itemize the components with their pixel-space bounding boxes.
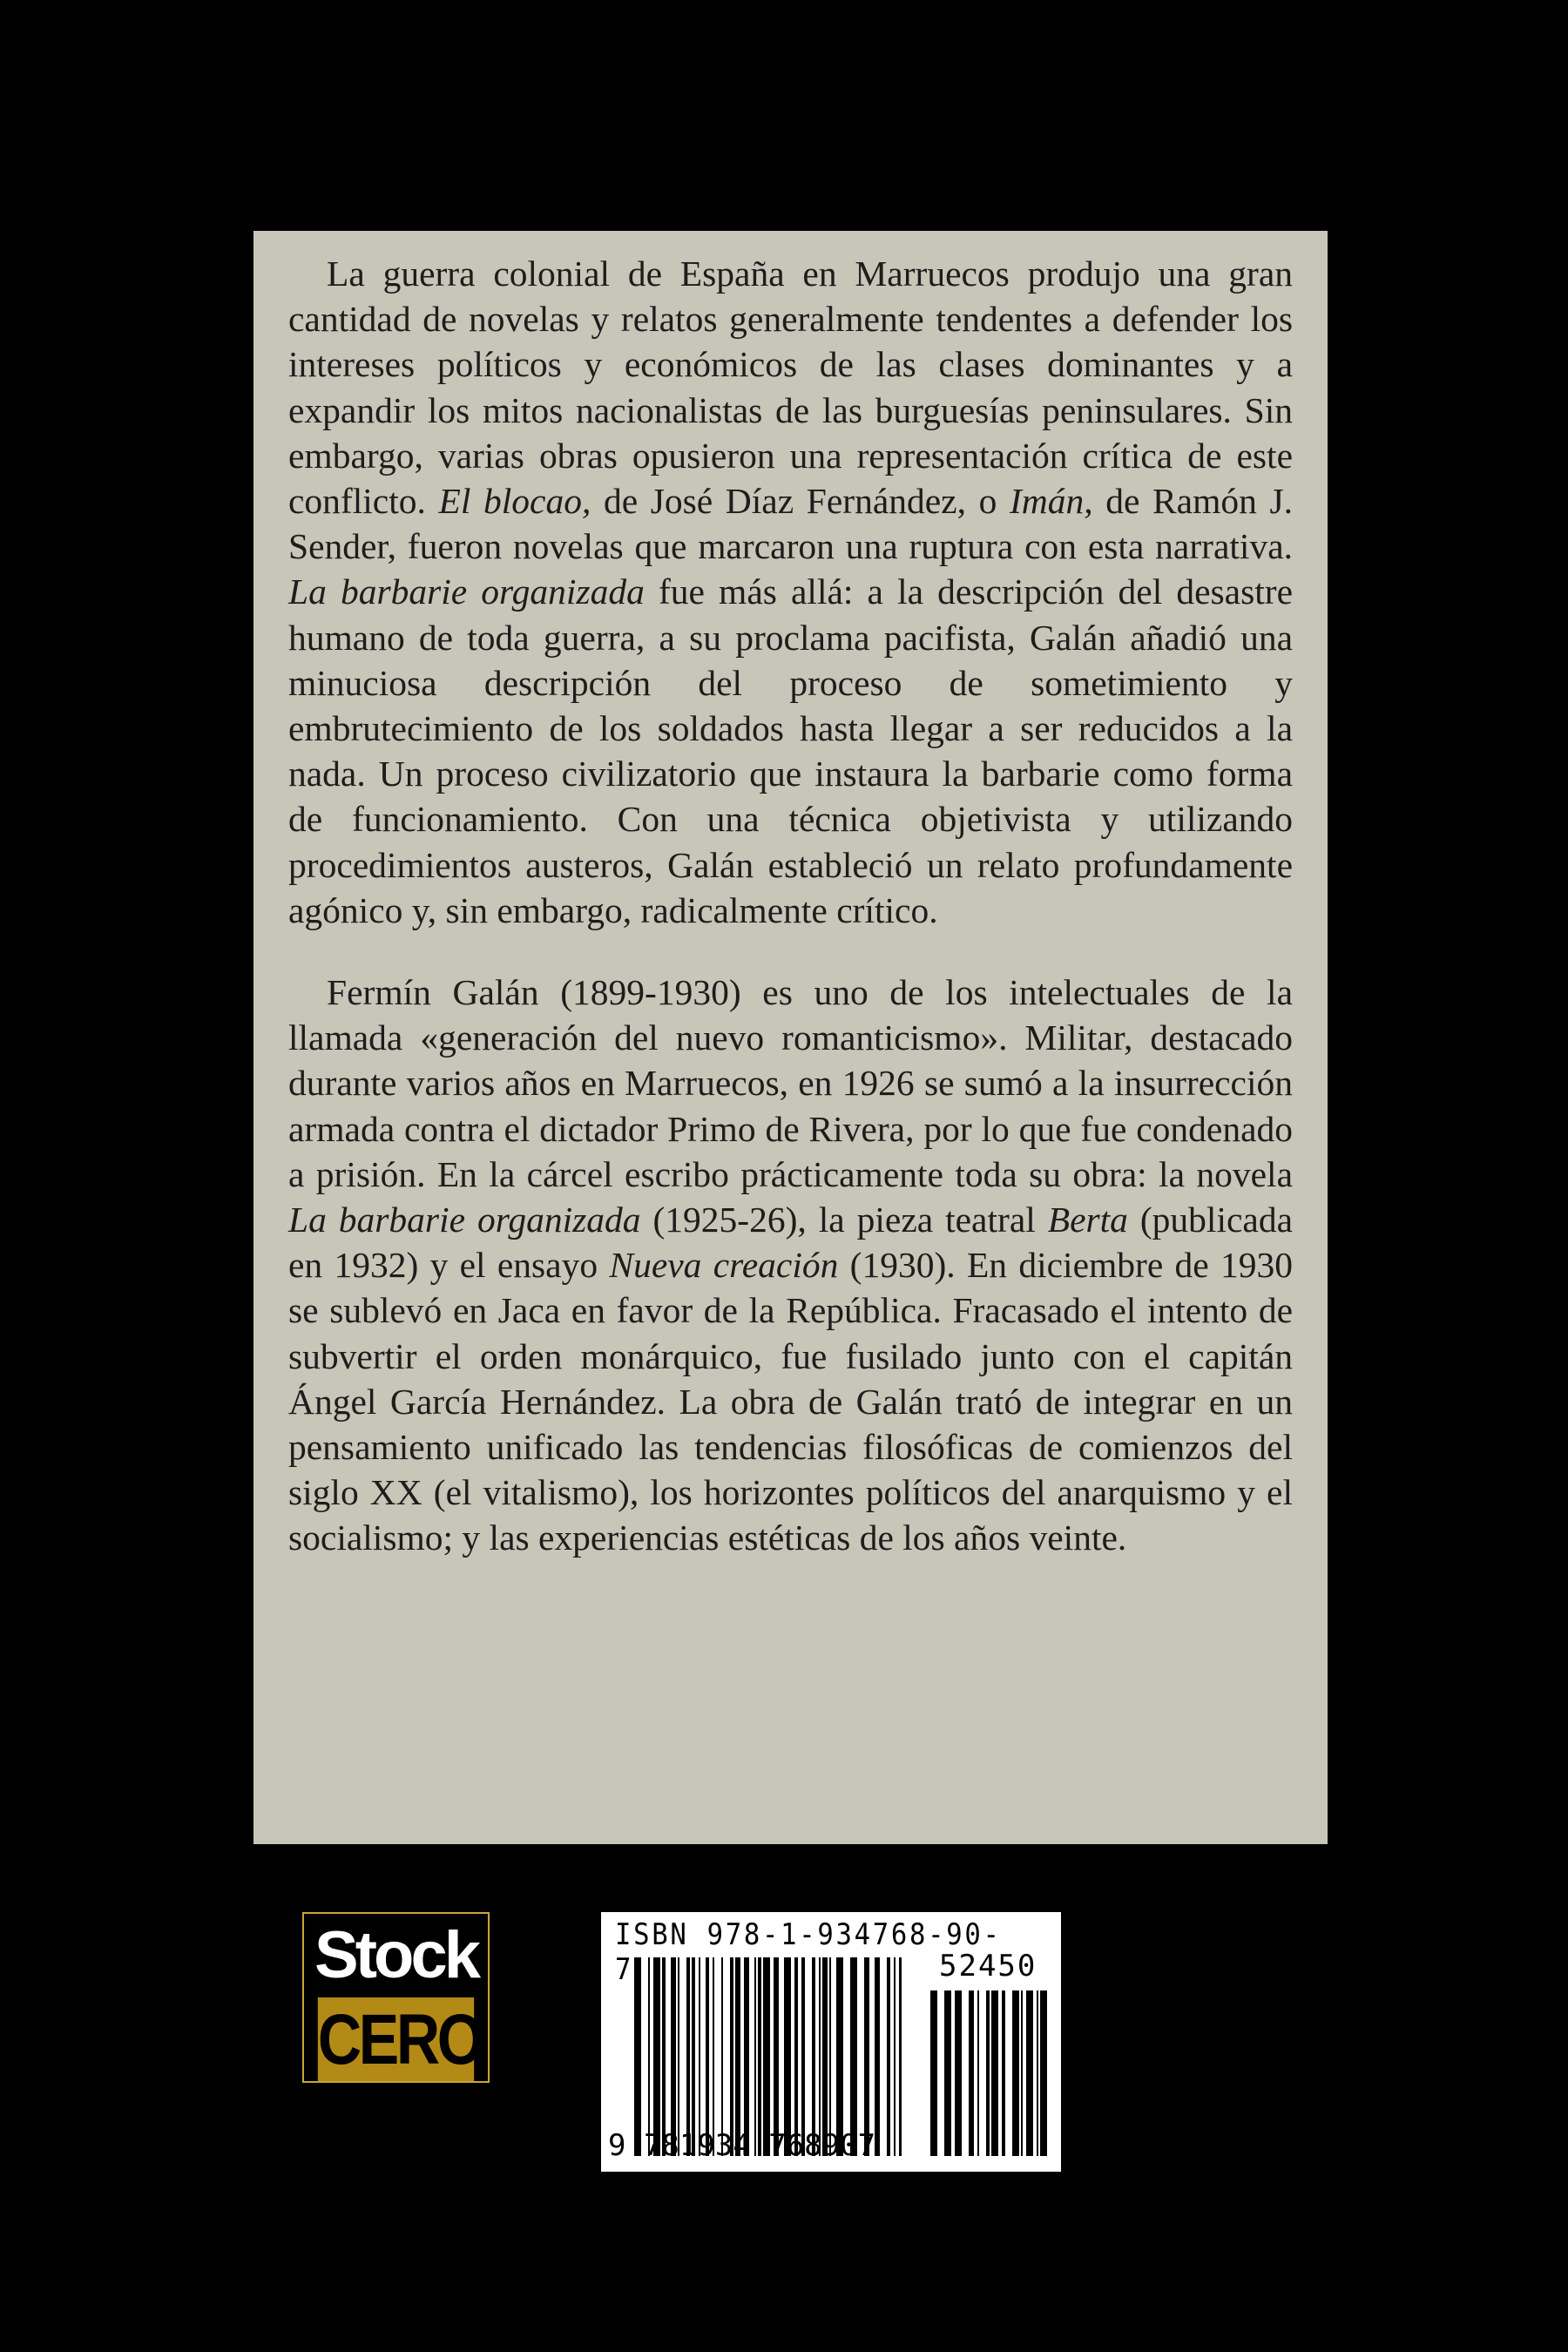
ean-bar [850, 1957, 857, 2156]
addon-bar [1040, 1990, 1047, 2156]
italic-title: La barbarie organizada [288, 571, 645, 612]
text-run: (publicada en 1932) y el ensayo [288, 1200, 1294, 1286]
blurb-panel [253, 231, 1328, 1844]
ean-bar [699, 1957, 700, 2156]
ean-bar [836, 1957, 843, 2156]
logo-cero-text: CERO [318, 1997, 474, 2081]
italic-title: El blocao, [438, 481, 591, 522]
price-code: 52450 [939, 1949, 1037, 1984]
addon-bar [1021, 1990, 1023, 2156]
italic-title: Nueva creación [609, 1245, 839, 1286]
ean-bar [706, 1957, 709, 2156]
ean-bar [794, 1957, 798, 2156]
ean-bar [819, 1957, 821, 2156]
ean-bar [864, 1957, 869, 2156]
ean-digits: 9 781934 768907 [608, 2128, 876, 2163]
italic-title: Berta [1047, 1200, 1128, 1240]
logo-stock-text: Stock [314, 1918, 477, 1992]
text-run: La guerra colonial de España en Marruecos produjo una gran cantidad de novelas y relatos generalmente tendentes a defender los intereses políticos y económicos de las clases dominantes y a expandir los mitos nacionalistas de las burguesías peninsulares. Sin embargo, varias obras opusieron una representación crítica de este conflicto. [288, 253, 1293, 522]
ean-bar [784, 1957, 791, 2156]
blurb-paragraph-2 [288, 970, 1293, 1561]
ean-bar [754, 1957, 756, 2156]
ean-bar [899, 1957, 902, 2156]
ean-bar [735, 1957, 740, 2156]
addon-bar [1026, 1990, 1033, 2156]
addon-bar [986, 1990, 990, 2156]
blurb-paragraph-1 [288, 251, 1293, 933]
ean-bar [686, 1957, 690, 2156]
addon-bar [991, 1990, 998, 2156]
ean-bar [812, 1957, 815, 2156]
ean-bar [774, 1957, 779, 2156]
ean-bar [634, 1957, 641, 2156]
addon-bar [977, 1990, 979, 2156]
text-run: (1925-26), la pieza teatral [640, 1200, 1048, 1240]
stockcero-logo [302, 1912, 490, 2083]
ean-bar [744, 1957, 749, 2156]
ean-bar [678, 1957, 679, 2156]
ean-bar [894, 1957, 896, 2156]
text-run: (1930). En diciembre de 1930 se sublevó en Jaca en favor de la República. Fracasado el intento de subvertir el orden monárquico, fue fusilado junto con el capitán Ángel García Hernández. La obra de Galán trató de integrar en un pensamiento unificado las tendencias filosóficas de comienzos del siglo XX (el vitalismo), los horizontes políticos del anarquismo y el socialismo; y las experiencias estéticas de los años veinte. [288, 1245, 1294, 1558]
addon-bar [1012, 1990, 1019, 2156]
ean-bar [653, 1957, 660, 2156]
ean-bar [713, 1957, 714, 2156]
ean-bar [662, 1957, 666, 2156]
addon-bar [1037, 1990, 1038, 2156]
text-run: Fermín Galán (1899-1930) es uno de los intelectuales de la llamada «generación del nuevo romanticismo». Militar, destacado durante varios años en Marruecos, en 1926 se sumó a la insurrección armada contra el dictador Primo de Rivera, por lo que fue condenado a prisión. En la cárcel escribo prácticamente toda su obra: la novela [288, 972, 1293, 1194]
ean-bar [648, 1957, 650, 2156]
ean-bar [763, 1957, 770, 2156]
ean-bar [822, 1957, 828, 2156]
text-run: de Ramón J. Sender, fueron novelas que marcaron una ruptura con esta narrativa. [288, 481, 1294, 567]
ean-bar [671, 1957, 676, 2156]
text-run: de José Díaz Fernández, o [591, 481, 1010, 522]
ean-bar [829, 1957, 831, 2156]
ean-bar [730, 1957, 733, 2156]
italic-title: Imán, [1009, 481, 1093, 522]
ean-bar [692, 1957, 695, 2156]
ean-bar [801, 1957, 805, 2156]
addon-bar [955, 1990, 962, 2156]
addon-bar [930, 1990, 937, 2156]
text-run: fue más allá: a la descripción del desastre humano de toda guerra, a su proclama pacifista, Galán añadió una minuciosa descripción del proceso de sometimiento y embrutecimiento de los soldados hasta llegar a ser reducidos a la nada. Un proceso civilizatorio que instaura la barbarie como forma de funcionamiento. Con una técnica objetivista y utilizando procedimientos austeros, Galán estableció un relato profundamente agónico y, sin embargo, radicalmente crítico. [288, 571, 1293, 930]
ean-bar [758, 1957, 761, 2156]
addon-bar [969, 1990, 974, 2156]
isbn-label: ISBN 978-1-934768-90-7 [615, 1917, 1002, 1987]
addon-bar [944, 1990, 951, 2156]
ean-bar [887, 1957, 890, 2156]
italic-title: La barbarie organizada [288, 1200, 641, 1240]
addon-bar [1002, 1990, 1005, 2156]
ean-bar [721, 1957, 723, 2156]
ean-bar [875, 1957, 880, 2156]
isbn-barcode [601, 1912, 1061, 2172]
